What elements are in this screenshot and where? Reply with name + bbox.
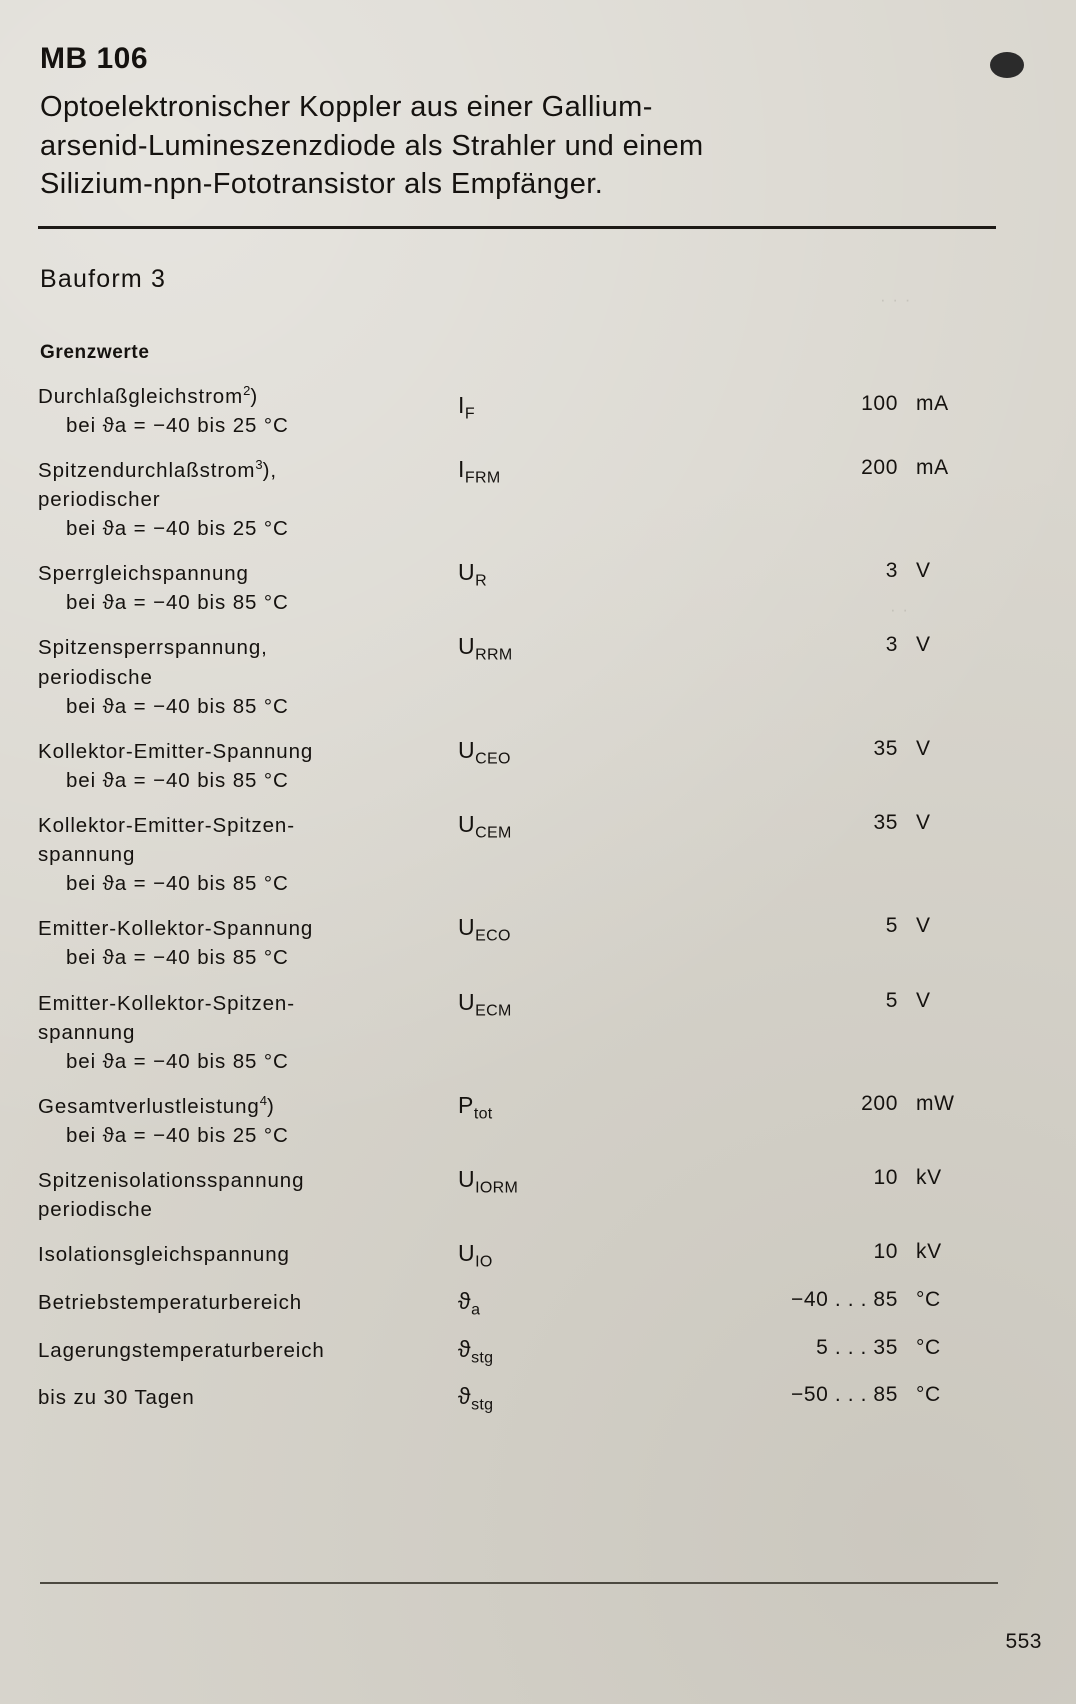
row-unit: V: [916, 914, 931, 938]
row-symbol: $U_{IORM}$: [458, 1166, 519, 1197]
row-desc: Gesamtverlustleistung: [38, 1094, 260, 1118]
row-symbol: $U_{IO}$: [458, 1240, 493, 1271]
row-desc-cont: periodische: [38, 665, 153, 689]
row-value: −40 . . . 85: [790, 1287, 898, 1311]
row-condition: bei ϑa = −40 bis 85 °C: [66, 946, 289, 970]
page-number: 553: [1005, 1630, 1042, 1653]
row-value: 35: [873, 811, 898, 834]
row-value: 200: [861, 455, 898, 479]
row-unit: °C: [916, 1383, 941, 1407]
row-value: 200: [861, 1091, 898, 1115]
table-row: [38, 1367, 996, 1415]
table-row: Gesamtverlustleistung$^4$) bei ϑa = −40 bis 25 °C $P_{tot}$ 200 mW: [38, 1076, 996, 1150]
row-value: 5: [885, 914, 898, 938]
row-symbol: $U_{CEM}$: [458, 811, 512, 842]
limits-table: [38, 382, 996, 1415]
row-value: 5 . . . 35: [816, 1335, 898, 1359]
row-value: 10: [873, 1166, 898, 1190]
row-unit: °C: [916, 1287, 941, 1311]
row-symbol: $U_R$: [458, 559, 487, 590]
row-value: 3: [885, 633, 898, 657]
table-row: [38, 898, 996, 972]
footnote-ref: 3: [255, 457, 263, 473]
row-unit: °C: [916, 1335, 941, 1359]
row-desc: Kollektor-Emitter-Spannung: [38, 739, 314, 763]
row-desc-cont: periodische: [38, 1198, 153, 1222]
description-line-1: Optoelektronischer Koppler aus einer Gallium-: [40, 91, 653, 123]
table-row: [38, 1272, 996, 1320]
table-row: [38, 795, 996, 898]
row-unit: V: [916, 559, 931, 583]
row-desc-cont: periodischer: [38, 488, 161, 512]
table-row: [38, 1224, 996, 1272]
footer-divider: [40, 1582, 998, 1584]
row-desc: Kollektor-Emitter-Spitzen-: [38, 814, 295, 837]
row-desc: Emitter-Kollektor-Spannung: [38, 917, 314, 941]
row-desc: Sperrgleichspannung: [38, 562, 249, 586]
row-unit: mA: [916, 455, 949, 479]
row-desc: Durchlaßgleichstrom: [38, 384, 244, 408]
row-condition: bei ϑa = −40 bis 25 °C: [66, 413, 289, 437]
row-symbol: $I_{FRM}$: [458, 455, 501, 487]
description-line-2: arsenid-Lumineszenzdiode als Strahler und einem: [40, 129, 704, 162]
row-desc: Spitzensperrspannung,: [38, 636, 268, 660]
table-row: Durchlaßgleichstrom$^2$) bei ϑa = −40 bis 25 °C $I_F$ 100 mA: [38, 382, 996, 440]
row-desc: Isolationsgleichspannung: [38, 1243, 290, 1267]
row-symbol: $U_{CEO}$: [458, 736, 511, 768]
row-value: 10: [873, 1240, 898, 1264]
bleedthrough-artifact: · · ·: [880, 290, 912, 309]
row-unit: V: [916, 633, 931, 657]
row-symbol: $U_{ECM}$: [458, 988, 512, 1020]
row-unit: V: [916, 988, 931, 1012]
row-symbol: $ϑ_{stg}$: [458, 1383, 494, 1414]
row-symbol: $U_{ECO}$: [458, 914, 511, 945]
row-value: 3: [885, 559, 898, 583]
table-row: [38, 1320, 996, 1368]
row-unit: kV: [916, 1240, 942, 1264]
table-row: Spitzendurchlaßstrom$^3$), periodischer bei ϑa = −40 bis 25 °C $I_{FRM}$ 200 mA: [38, 440, 996, 543]
row-condition: bei ϑa = −40 bis 85 °C: [66, 1049, 289, 1073]
table-row: [38, 721, 996, 795]
table-row: [38, 543, 996, 617]
row-value: −50 . . . 85: [790, 1383, 898, 1407]
bleedthrough-artifact: · ·: [890, 600, 910, 619]
row-desc: Spitzenisolationsspannung: [38, 1169, 305, 1193]
row-symbol: $ϑ_{stg}$: [458, 1335, 494, 1367]
page-header: [38, 42, 1038, 78]
black-dot-icon: [990, 52, 1024, 78]
row-desc-cont: spannung: [38, 1020, 136, 1044]
row-condition: bei ϑa = −40 bis 85 °C: [66, 872, 289, 896]
row-value: 35: [873, 736, 898, 760]
row-desc-cont: spannung: [38, 843, 136, 867]
row-symbol: $P_{tot}$: [458, 1091, 493, 1123]
row-desc: Emitter-Kollektor-Spitzen-: [38, 991, 295, 1015]
row-symbol: $I_F$: [458, 391, 475, 423]
page-title: MB 106: [40, 42, 149, 75]
row-desc: Lagerungstemperaturbereich: [38, 1338, 325, 1362]
row-symbol: $U_{RRM}$: [458, 633, 513, 665]
header-divider: [38, 226, 996, 229]
table-row: [38, 973, 996, 1076]
footnote-ref: 4: [259, 1093, 267, 1109]
table-row: [38, 617, 996, 720]
row-unit: mA: [916, 391, 949, 415]
row-condition: bei ϑa = −40 bis 25 °C: [66, 1123, 289, 1147]
footnote-ref: 2: [243, 382, 251, 398]
row-desc: Spitzendurchlaßstrom: [38, 458, 256, 482]
row-unit: V: [916, 811, 931, 834]
row-unit: kV: [916, 1166, 942, 1190]
row-condition: bei ϑa = −40 bis 85 °C: [66, 591, 289, 615]
table-row: [38, 1150, 996, 1224]
row-condition: bei ϑa = −40 bis 85 °C: [66, 768, 289, 792]
row-condition: bei ϑa = −40 bis 25 °C: [66, 517, 289, 541]
row-unit: V: [916, 736, 931, 760]
row-desc: bis zu 30 Tagen: [38, 1386, 195, 1410]
row-unit: mW: [916, 1091, 955, 1115]
description-line-3: Silizium-npn-Fototransistor als Empfänger.: [40, 168, 604, 201]
row-desc: Betriebstemperaturbereich: [38, 1290, 303, 1314]
grenzwerte-heading: Grenzwerte: [40, 341, 150, 363]
row-value: 5: [885, 988, 898, 1012]
row-condition: bei ϑa = −40 bis 85 °C: [66, 694, 289, 718]
row-symbol: $ϑ_a$: [458, 1287, 481, 1319]
row-value: 100: [861, 391, 898, 415]
device-description: [38, 88, 998, 204]
bauform-label: Bauform 3: [40, 264, 167, 293]
